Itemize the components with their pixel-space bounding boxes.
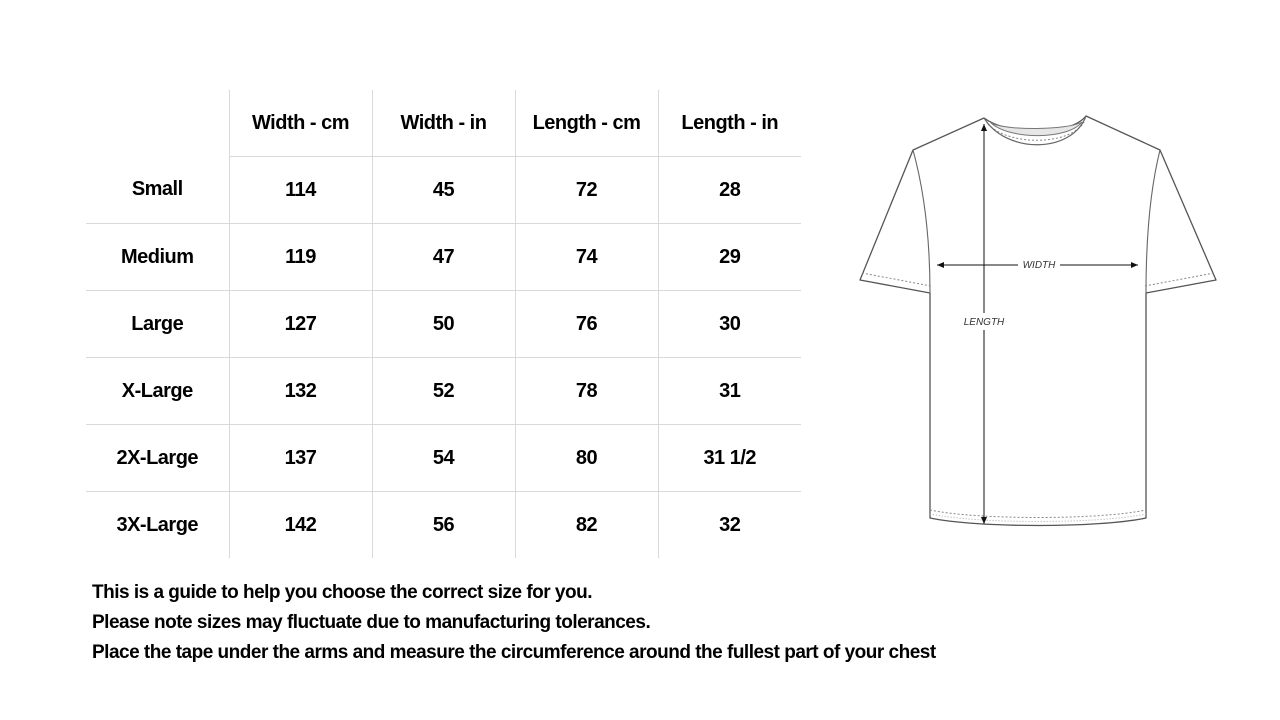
width-in-cell: 50 — [372, 291, 515, 358]
width-cm-cell: 119 — [229, 224, 372, 291]
tshirt-diagram — [858, 110, 1220, 535]
tshirt-body-outline — [860, 116, 1216, 526]
table-row — [86, 492, 801, 559]
table-row — [86, 291, 801, 358]
length-in-cell: 31 — [658, 358, 801, 425]
note-line: Please note sizes may fluctuate due to manufacturing tolerances. — [92, 612, 651, 633]
table-header-row — [86, 90, 801, 157]
width-cm-cell: 137 — [229, 425, 372, 492]
length-in-cell: 29 — [658, 224, 801, 291]
tshirt-outline-icon — [858, 110, 1220, 535]
size-name-cell: Small — [86, 157, 229, 224]
width-cm-cell: 142 — [229, 492, 372, 559]
header-width-cm: Width - cm — [229, 90, 372, 157]
length-in-cell: 32 — [719, 513, 741, 536]
note-line: Place the tape under the arms and measure the circumference around the fullest part of your chest — [92, 642, 936, 663]
size-name-cell: 2X-Large — [86, 425, 229, 492]
length-label: LENGTH — [963, 317, 1005, 328]
width-in-cell: 54 — [372, 425, 515, 492]
table-row — [86, 157, 801, 224]
width-in-cell: 45 — [372, 157, 515, 224]
length-cm-cell: 74 — [515, 224, 658, 291]
width-in-cell: 47 — [372, 224, 515, 291]
size-name-cell: X-Large — [86, 358, 229, 425]
header-width-in: Width - in — [372, 90, 515, 157]
width-cm-cell: 127 — [229, 291, 372, 358]
length-in-cell: 30 — [658, 291, 801, 358]
header-length-in: Length - in — [658, 90, 801, 157]
table-row — [86, 358, 801, 425]
length-cm-cell: 78 — [515, 358, 658, 425]
header-length-cm: Length - cm — [515, 90, 658, 157]
width-in-cell: 52 — [372, 358, 515, 425]
length-in-cell: 28 — [658, 157, 801, 224]
width-cm-cell: 132 — [229, 358, 372, 425]
size-chart-table — [86, 90, 801, 558]
width-in-cell: 56 — [372, 492, 515, 559]
size-guide-notes — [92, 578, 936, 668]
note-line: This is a guide to help you choose the correct size for you. — [92, 582, 592, 603]
width-cm-cell: 114 — [229, 157, 372, 224]
size-name-cell: Medium — [86, 224, 229, 291]
length-cm-cell: 76 — [515, 291, 658, 358]
header-corner — [86, 90, 229, 157]
table-row — [86, 425, 801, 492]
table-row — [86, 224, 801, 291]
length-cm-cell: 80 — [515, 425, 658, 492]
width-label: WIDTH — [1022, 260, 1056, 271]
length-cm-cell: 82 — [515, 492, 658, 559]
size-name-cell: 3X-Large — [86, 492, 229, 559]
length-in-cell: 31 1/2 — [658, 425, 801, 492]
size-name-cell: Large — [86, 291, 229, 358]
length-cm-cell: 72 — [515, 157, 658, 224]
